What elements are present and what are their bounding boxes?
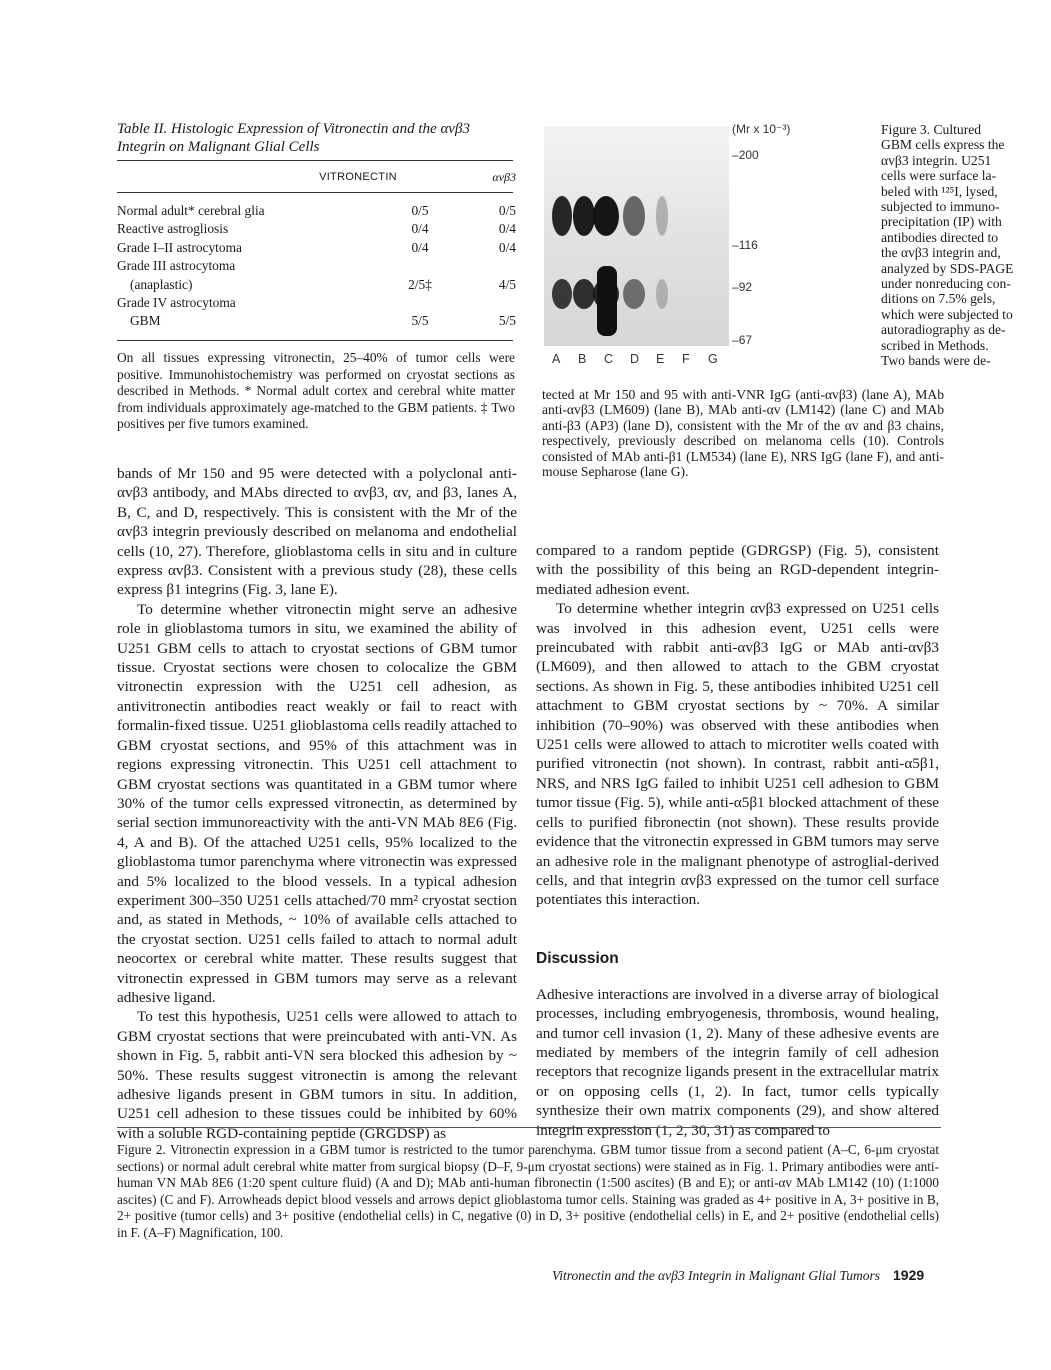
caption-line: Figure 3. Cultured	[881, 122, 982, 137]
paragraph-random-peptide: compared to a random peptide (GDRGSP) (Fig. 5), consistent with the possibility of this being an RGD-dependent integrin-mediated adhesion event.	[536, 542, 939, 598]
mw-marker-116	[732, 238, 758, 252]
gel-band	[597, 266, 617, 336]
discussion-paragraph: Adhesive interactions are involved in a diverse array of biological processes, including embryogenesis, thrombosis, wound healing, and tumor cell invasion (1, 2). Many of these adhesive events are mediated by members of the integrin family of cell adhesion receptors that recognize ligands present in the extracellular matrix or on opposing cells (1, 2). In fact, tumor cells typically synthesize their own matrix components (29), and show altered integrin expression (1, 2, 30, 31) as compared to	[536, 985, 939, 1139]
caption-rule	[117, 1127, 941, 1128]
table-row	[117, 276, 516, 294]
paragraph-hypothesis: To test this hypothesis, U251 cells were allowed to attach to GBM cryostat sections that were preincubated with anti-VN. As shown in Fig. 5, rabbit anti-VN sera blocked this adhesion by ~ 50%. These results suggest vitronectin is among the relevant adhesive ligands present in GBM tumors in situ. In addition, U251 cell adhesion to these tissues could be inhibited by 60% with a soluble RGD-containing peptide (GRGDSP) as	[117, 1008, 517, 1142]
vitronectin-value: 0/4	[411, 221, 429, 237]
lane-label-e: E	[656, 352, 665, 366]
table-row	[117, 294, 516, 312]
caption-line: precipitation (IP) with	[881, 214, 1002, 230]
table-row	[117, 239, 516, 257]
figure-3-caption-side	[881, 122, 1046, 369]
lane-label-c: C	[604, 352, 614, 366]
vitronectin-value: 0/4	[411, 239, 429, 255]
table-header-vitronectin: VITRONECTIN	[319, 171, 397, 183]
marker-label: 92	[738, 280, 753, 294]
gel-band	[573, 196, 595, 236]
paragraph-integrin-involvement: To determine whether integrin αvβ3 expressed on U251 cells was involved in this adhesion event, U251 cells were preincubated with rabbit anti-αvβ3 IgG or MAb anti-αvβ3 (LM609), and then allowed to attach to the GBM cryostat sections. As shown in Fig. 5, these antibodies inhibited U251 cell attachment to GBM cryostat sections by ~ 70%. A similar inhibition (70–90%) was observed with these antibodies when U251 cells were allowed to attach to microtiter wells coated with purified vitronectin (not shown). In contrast, rabbit anti-α5β1, NRS, and NRS IgG failed to inhibit U251 cell adhesion to GBM tumor tissue (Fig. 5), while anti-α5β1 blocked attachment of these cells to purified fibronectin (not shown). These results provide evidence that the vitronectin expressed in GBM tumors may serve an adhesive role in the malignant phenotype of astroglial-derived cells, and that integrin αvβ3 expressed on the tumor cell surface potentiates this interaction.	[536, 600, 939, 909]
integrin-value: 0/4	[498, 239, 516, 255]
caption-line: Two bands were de-	[881, 353, 991, 369]
vitronectin-value: 0/5	[411, 203, 429, 218]
caption-line: subjected to immuno-	[881, 199, 1000, 215]
table-row	[117, 312, 516, 330]
vitronectin-value	[360, 257, 480, 275]
mw-marker-92	[732, 280, 752, 294]
table-ii-footnote: On all tissues expressing vitronectin, 25–40% of tumor cells were positive. Immunohistochemistry was performed on cryostat sections as described in Methods. * Normal adult cortex and cerebral white matter from individuals approximately age-matched to the GBM patients. ‡ Two positives per five tumors examined.	[117, 350, 515, 432]
gel-autoradiograph	[544, 126, 734, 356]
gel-band	[656, 279, 668, 309]
mw-marker-200	[732, 148, 759, 162]
integrin-value	[480, 294, 516, 312]
table-ii-title-line1: Table II. Histologic Expression of Vitronectin and the αvβ3	[117, 121, 470, 137]
gel-band	[623, 196, 645, 236]
table-row	[117, 257, 516, 275]
integrin-value: 5/5	[498, 313, 516, 329]
marker-tick: –	[732, 280, 739, 294]
caption-line: ditions on 7.5% gels,	[881, 291, 996, 307]
gel-band	[552, 196, 572, 236]
right-column	[536, 541, 939, 1140]
gel-band	[656, 196, 668, 236]
table-top-rule	[117, 160, 513, 161]
vitronectin-value	[360, 294, 480, 312]
table-ii-title-line2: Integrin on Malignant Glial Cells	[117, 139, 320, 155]
vitronectin-value: 2/5‡	[408, 276, 432, 292]
integrin-value	[480, 257, 516, 275]
marker-label: 67	[738, 333, 753, 347]
left-column	[117, 464, 517, 1143]
figure-2-caption: Figure 2. Vitronectin expression in a GBM tumor is restricted to the tumor parenchyma. GBM tumor tissue from a second patient (A–C, 6-μm cryostat sections) or normal adult cerebral white matter from surgical biopsy (D–F, 9-μm cryostat sections) were stained as in Fig. 1. Primary antibodies were anti-human VN MAb 8E6 (1:20 spent culture fluid) (A and D); MAb anti-human fibronectin (1:500 ascites) (B and E); or anti-αv MAb LM142 (10) (1:1000 ascites) (C and F). Arrowheads depict blood vessels and arrows depict glioblastoma tumor cells. Staining was graded as 4+ positive in A, 3+ positive in B, 2+ positive (tumor cells) and 3+ positive (endothelial cells) in C, negative (0) in D, 3+ positive (endothelial cells) in E, and 2+ positive (endothelial cells) in F. (A–F) Magnification, 100.	[117, 1142, 939, 1240]
mw-marker-67	[732, 333, 752, 347]
lane-label-a: A	[552, 352, 561, 366]
caption-line: scribed in Methods.	[881, 337, 989, 353]
row-label: Grade I–II astrocytoma	[117, 239, 242, 255]
row-label: (anaplastic)	[130, 276, 193, 292]
paragraph-adhesive-role: To determine whether vitronectin might serve an adhesive role in glioblastoma tumors in situ, we examined the ability of U251 GBM cells to attach to cryostat sections of GBM tumor tissue. Cryostat sections were chosen to colocalize the GBM vitronectin expression with the U251 cell adhesion, as antivitronectin antibodies react weakly or fail to react with formalin-fixed tissue. U251 glioblastoma cells readily attached to GBM cryostat sections, and 95% of this attachment was in regions expressing vitronectin. This U251 cell attachment to GBM cryostat sections was quantitated in a GBM tumor where 30% of the tumor cells expressed vitronectin, as determined by serial section immunoreactivity with the anti-VN MAb 8E6 (Fig. 4, A and B). Of the attached U251 cells, 95% localized to the glioblastoma tumor parenchyma where vitronectin was expressed and 5% localized to the blood vessels. In a typical adhesion experiment 300–350 U251 cells attached/70 mm² cryostat section and, as stated in Methods, ~ 10% of available cells attached to the cryostat section. U251 cells failed to attach to normal adult neocortex or cerebral white matter. These results suggest that vitronectin expressed in GBM tumors may serve as a relevant adhesive ligand.	[117, 600, 517, 1006]
caption-line: autoradiography as de-	[881, 322, 1006, 338]
row-label: Grade IV astrocytoma	[117, 295, 236, 311]
table-row	[117, 220, 516, 238]
caption-line: antibodies directed to	[881, 229, 999, 245]
caption-line: αvβ3 integrin. U251	[881, 152, 992, 168]
gel-band	[573, 279, 595, 309]
caption-line: the αvβ3 integrin and,	[881, 245, 1001, 261]
marker-tick: –	[732, 148, 739, 162]
gel-band	[593, 196, 619, 236]
table-header-integrin: αvβ3	[492, 170, 516, 184]
row-label: GBM	[130, 313, 161, 329]
mr-unit-label: (Mr x 10⁻³)	[732, 122, 791, 136]
caption-line: which were subjected to	[881, 306, 1013, 322]
table-ii	[117, 202, 516, 331]
discussion-heading: Discussion	[536, 949, 619, 967]
table-ii-title	[117, 120, 517, 156]
integrin-value: 0/5	[498, 203, 516, 218]
lane-label-d: D	[630, 352, 640, 366]
row-label: Grade III astrocytoma	[117, 258, 236, 274]
gel-band	[552, 279, 572, 309]
caption-line: beled with ¹²⁵I, lysed,	[881, 183, 998, 199]
integrin-value: 4/5	[498, 276, 516, 292]
caption-line: under nonreducing con-	[881, 276, 1011, 292]
caption-line: cells were surface la-	[881, 168, 997, 184]
table-header-rule	[117, 192, 513, 193]
table-bottom-rule	[117, 340, 513, 341]
table-row	[117, 202, 516, 220]
marker-label: 116	[738, 238, 758, 252]
paragraph-bands: bands of Mr 150 and 95 were detected with a polyclonal anti-αvβ3 antibody, and MAbs directed to αvβ3, αv, and β3, lanes A, B, C, and D, respectively. This is consistent with the Mr of the αvβ3 integrin previously described on melanoma and endothelial cells (10, 27). Therefore, glioblastoma cells in situ and in culture express αvβ3. Consistent with a previous study (28), these cells express β1 integrins (Fig. 3, lane E).	[117, 465, 517, 599]
row-label: Normal adult* cerebral glia	[117, 203, 265, 218]
marker-tick: –	[732, 238, 739, 252]
lane-label-g: G	[708, 352, 718, 366]
running-title: Vitronectin and the αvβ3 Integrin in Malignant Glial Tumors	[551, 1268, 880, 1283]
caption-line: GBM cells express the	[881, 137, 1005, 153]
vitronectin-value: 5/5	[411, 313, 429, 329]
lane-label-b: B	[578, 352, 587, 366]
lane-label-f: F	[682, 352, 690, 366]
gel-band	[623, 279, 645, 309]
marker-tick: –	[732, 333, 739, 347]
integrin-value: 0/4	[498, 221, 516, 237]
row-label: Reactive astrogliosis	[117, 221, 229, 237]
figure-3-caption-bottom: tected at Mr 150 and 95 with anti-VNR IgG (anti-αvβ3) (lane A), MAb anti-αvβ3 (LM609) (lane B), MAb anti-αv (LM142) (lane C) and MAb anti-β3 (AP3) (lane D), consistent with the Mr of the αv and β3 chains, respectively, previously described on melanoma cells (10). Controls consisted of MAb anti-β1 (LM534) (lane E), NRS IgG (lane F), and anti-mouse Sepharose (lane G).	[542, 387, 944, 480]
page-number: 1929	[893, 1267, 925, 1283]
marker-label: 200	[738, 148, 759, 162]
caption-line: analyzed by SDS-PAGE	[881, 260, 1014, 276]
